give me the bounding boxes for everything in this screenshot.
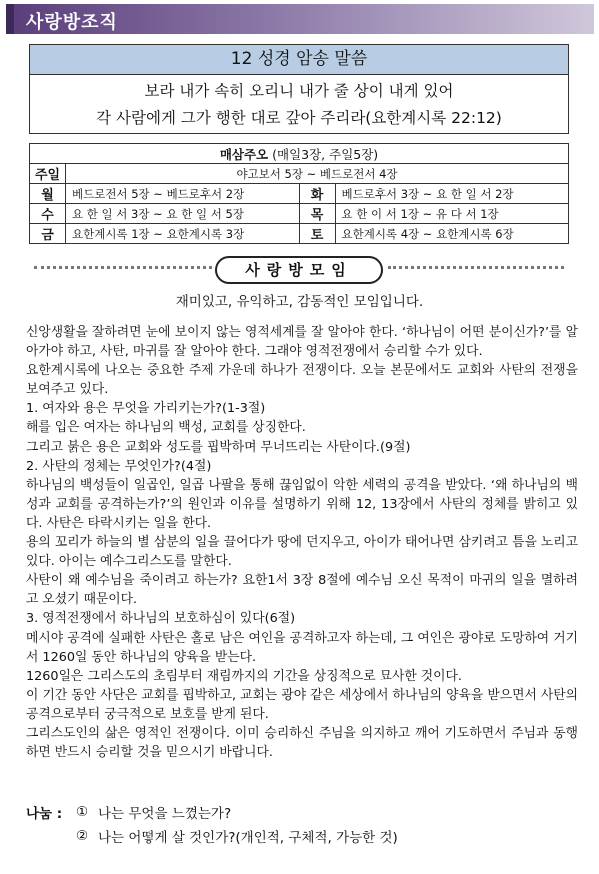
memory-verse-text <box>30 75 568 132</box>
memory-verse-line: 각 사람에게 그가 행한 대로 갚아 주리라(요한계시록 22:12) <box>96 109 502 127</box>
reading-range: 요 한 일 서 3장 ~ 요 한 일 서 5장 <box>66 204 300 224</box>
sermon-body <box>26 323 578 762</box>
reading-table-title <box>30 144 569 164</box>
section-title: 사랑방조직 <box>26 12 118 33</box>
memory-verse-line: 보라 내가 속히 오리니 내가 줄 상이 내게 있어 <box>144 82 454 100</box>
body-paragraph: 그리스도인의 삶은 영적인 전쟁이다. 이미 승리하신 주님을 의지하고 깨어 기도하면서 주님과 동행하면 반드시 승리할 것을 믿으시기 바랍니다. <box>26 725 578 761</box>
reading-day: 주일 <box>30 164 66 184</box>
reading-day: 수 <box>30 204 66 224</box>
body-heading: 1. 여자와 용은 무엇을 가리키는가?(1-3절) <box>26 401 266 417</box>
sharing-question <box>26 800 578 824</box>
reading-day: 목 <box>299 204 335 224</box>
meeting-subtitle: 재미있고, 유익하고, 감동적인 모임입니다. <box>175 294 424 310</box>
sharing-label: 나눔 : <box>26 806 63 822</box>
memory-verse-title: 12 성경 암송 말씀 <box>30 45 568 75</box>
body-paragraph: 사탄이 왜 예수님을 죽이려고 하는가? 요한1서 3장 8절에 예수님 오신 목적이 마귀의 일을 멸하려고 오셨기 때문이다. <box>26 573 578 608</box>
reading-row-sunday <box>30 164 569 184</box>
sharing-question <box>26 824 578 848</box>
dotted-divider <box>388 266 564 269</box>
reading-range: 야고보서 5장 ~ 베드로전서 4장 <box>66 164 569 184</box>
reading-day: 월 <box>30 184 66 204</box>
body-paragraph: 해를 입은 여자는 하나님의 백성, 교회를 상징한다. <box>26 420 306 436</box>
reading-row <box>30 184 569 204</box>
body-heading: 3. 영적전쟁에서 하나님의 보호하심이 있다(6절) <box>26 611 296 627</box>
reading-range: 요한계시록 4장 ~ 요한계시록 6장 <box>335 224 569 244</box>
body-paragraph: 요한계시록에 나오는 중요한 주제 가운데 하나가 전쟁이다. 오늘 본문에서도 교회와 사탄의 전쟁을 보여주고 있다. <box>26 363 578 398</box>
body-paragraph: 용의 꼬리가 하늘의 별 삼분의 일을 끌어다가 땅에 던지우고, 아이가 태어나면 삼키려고 틈을 노리고 있다. 아이는 예수그리스도를 말한다. <box>26 535 578 570</box>
reading-day: 금 <box>30 224 66 244</box>
body-paragraph: 하나님의 백성들이 일곱인, 일곱 나팔을 통해 끊임없이 악한 세력의 공격을 받았다. ‘왜 하나님의 백성과 교회를 공격하는가?’의 원인과 이유를 설명하기 위해 12, 13장에서 사탄의 정체를 밝히고 있다. 사탄은 타락시키는 일을 한다. <box>26 477 578 531</box>
body-paragraph: 이 기간 동안 사단은 교회를 핍박하고, 교회는 광야 같은 세상에서 하나님의 양육을 받으면서 사탄의 공격으로부터 궁극적으로 보호를 받게 된다. <box>26 687 578 722</box>
bible-reading-table <box>29 143 569 244</box>
reading-plan-name: 매삼주오 <box>219 146 269 162</box>
meeting-title-badge: 사랑방모임 <box>215 256 383 284</box>
question-text: 나는 무엇을 느꼈는가? <box>98 806 232 822</box>
dotted-divider <box>34 266 212 269</box>
body-paragraph: 그리고 붉은 용은 교회와 성도를 핍박하며 무너뜨리는 사탄이다.(9절) <box>26 439 411 455</box>
reading-range: 베드로전서 5장 ~ 베드로후서 2장 <box>66 184 300 204</box>
reading-day: 토 <box>299 224 335 244</box>
reading-range: 베드로후서 3장 ~ 요 한 일 서 2장 <box>335 184 569 204</box>
memory-verse-box <box>29 44 569 134</box>
reading-plan-desc: (매일3장, 주일5장) <box>268 146 379 162</box>
question-number: ② <box>76 828 89 844</box>
question-number: ① <box>76 804 89 820</box>
reading-range: 요 한 이 서 1장 ~ 유 다 서 1장 <box>335 204 569 224</box>
reading-row <box>30 204 569 224</box>
body-paragraph: 메시야 공격에 실패한 사탄은 홀로 남은 여인을 공격하고자 하는데, 그 여인은 광야로 도망하여 거기서 1260일 동안 하나님의 양육을 받는다. <box>26 630 578 665</box>
reading-range: 요한계시록 1장 ~ 요한계시록 3장 <box>66 224 300 244</box>
header-accent <box>6 4 14 34</box>
reading-row <box>30 224 569 244</box>
body-heading: 2. 사탄의 정체는 무엇인가?(4절) <box>26 458 212 474</box>
section-header <box>6 4 594 34</box>
body-paragraph: 신앙생활을 잘하려면 눈에 보이지 않는 영적세계를 잘 알아야 한다. ‘하나님이 어떤 분이신가?’를 알아가야 하고, 사탄, 마귀를 잘 알아야 한다. 그래야 영적전쟁에서 승리할 수가 있다. <box>26 325 578 360</box>
sharing-questions <box>26 800 578 848</box>
body-paragraph: 1260일은 그리스도의 초림부터 재림까지의 기간을 상징적으로 묘사한 것이다. <box>26 668 462 684</box>
question-text: 나는 어떻게 살 것인가?(개인적, 구체적, 가능한 것) <box>98 830 398 846</box>
reading-day: 화 <box>299 184 335 204</box>
